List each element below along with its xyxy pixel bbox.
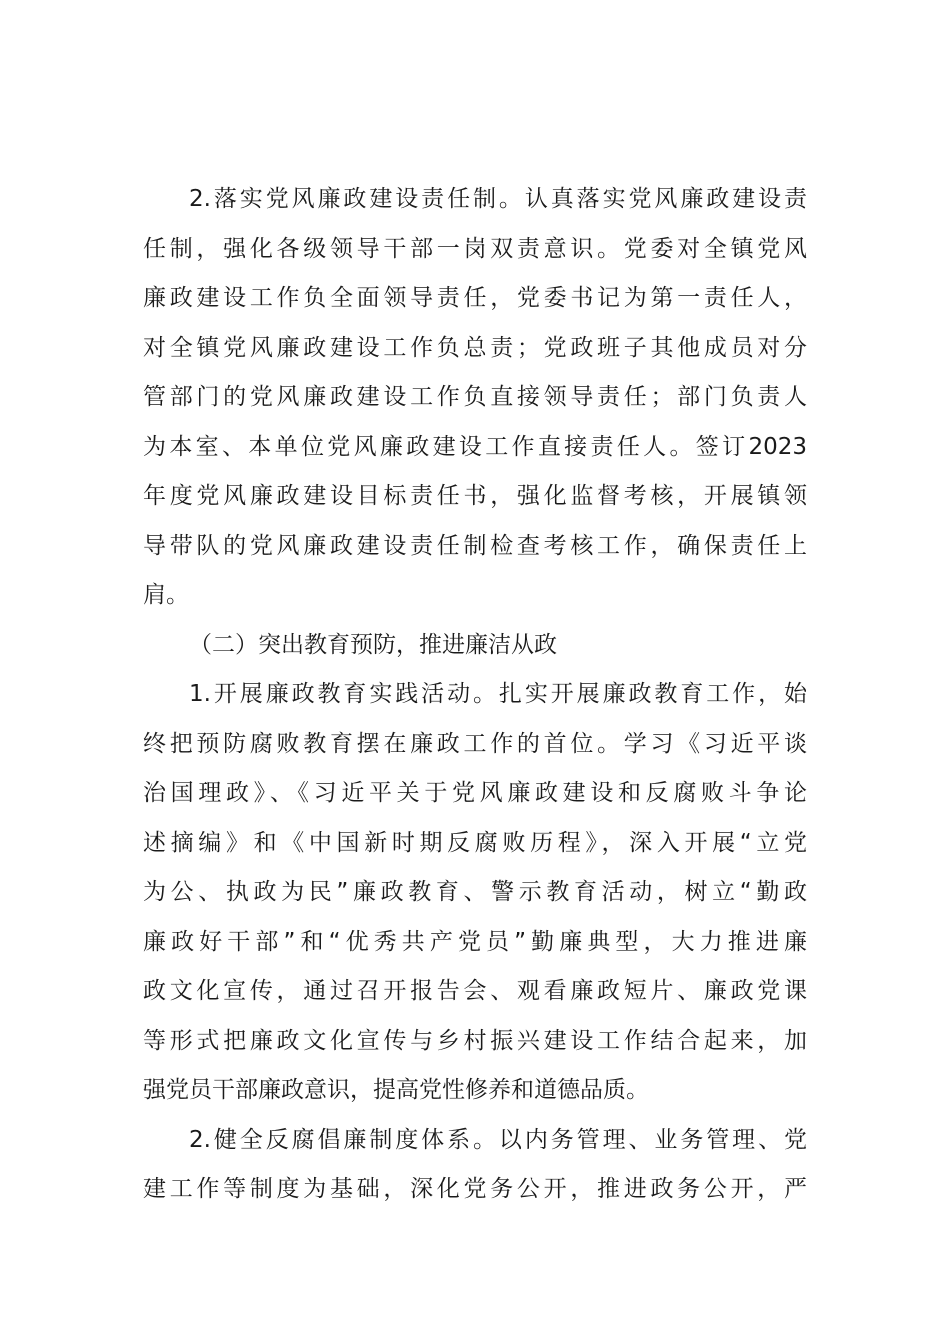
text-line: 2.健全反腐倡廉制度体系。以内务管理、业务管理、党	[189, 1126, 807, 1153]
text-line: 强党员干部廉政意识，提高党性修养和道德品质。	[143, 1077, 649, 1103]
text-line: 为本室、本单位党风廉政建设工作直接责任人。签订2023	[143, 433, 807, 460]
text-line: 2.落实党风廉政建设责任制。认真落实党风廉政建设责	[189, 186, 807, 212]
text-line: 为公、执政为民”廉政教育、警示教育活动，树立“勤政	[143, 879, 807, 905]
document-body	[143, 175, 807, 1215]
section-heading	[143, 621, 807, 671]
text-line: 肩。	[143, 582, 189, 608]
text-line: 治国理政》、《习近平关于党风廉政建设和反腐败斗争论	[143, 780, 807, 806]
text-line: 年度党风廉政建设目标责任书，强化监督考核，开展镇领	[143, 483, 807, 509]
text-line: 政文化宣传，通过召开报告会、观看廉政短片、廉政党课	[143, 978, 807, 1004]
text-line: 导带队的党风廉政建设责任制检查考核工作，确保责任上	[143, 532, 807, 559]
text-line: 廉政建设工作负全面领导责任，党委书记为第一责任人，	[143, 285, 807, 311]
text-line: 对全镇党风廉政建设工作负总责；党政班子其他成员对分	[143, 334, 807, 361]
text-line: 管部门的党风廉政建设工作负直接领导责任；部门负责人	[143, 384, 807, 410]
text-line: 等形式把廉政文化宣传与乡村振兴建设工作结合起来，加	[143, 1027, 807, 1054]
text-line: 1.开展廉政教育实践活动。扎实开展廉政教育工作，始	[189, 681, 807, 707]
text-line: 任制，强化各级领导干部一岗双责意识。党委对全镇党风	[143, 235, 807, 262]
paragraph-anticorruption-system	[143, 1116, 807, 1215]
paragraph-education-practice	[143, 670, 807, 1116]
text-line: 述摘编》和《中国新时期反腐败历程》，深入开展“立党	[143, 829, 807, 856]
heading-text: （二）突出教育预防，推进廉洁从政	[189, 631, 557, 658]
text-line: 终把预防腐败教育摆在廉政工作的首位。学习《习近平谈	[143, 730, 807, 757]
paragraph-responsibility-system	[143, 175, 807, 621]
text-line: 建工作等制度为基础，深化党务公开，推进政务公开，严	[143, 1176, 807, 1202]
text-line: 廉政好干部”和“优秀共产党员”勤廉典型，大力推进廉	[143, 928, 807, 955]
